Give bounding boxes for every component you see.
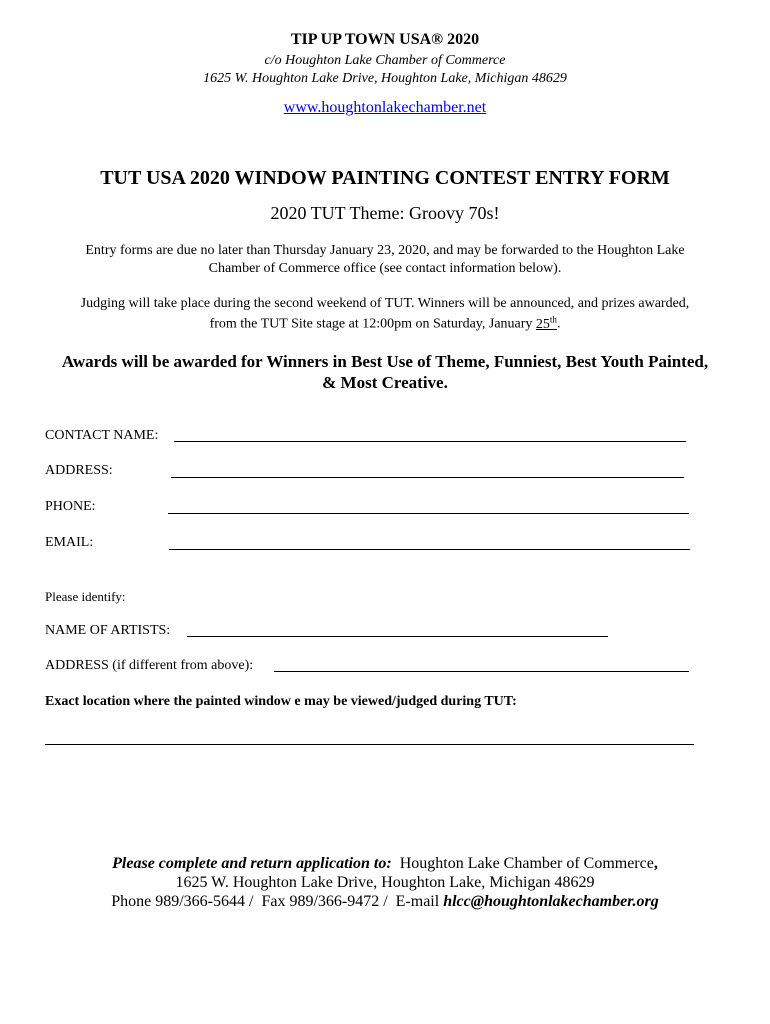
address-label: ADDRESS: [45, 463, 113, 478]
judging-line-2 [0, 314, 770, 333]
artists-field[interactable] [187, 636, 608, 637]
return-lead: Please complete and return application to: [112, 855, 392, 872]
location-label: Exact location where the painted window e may be viewed/judged during TUT: [45, 694, 517, 709]
chamber-address: 1625 W. Houghton Lake Drive, Houghton Lake, Michigan 48629 [203, 71, 567, 86]
return-phone-fax: Phone 989/366-5644 / Fax 989/366-9472 / E-mail [111, 893, 444, 910]
judging-line-2-end: . [556, 316, 561, 332]
due-date-line-2: Chamber of Commerce office (see contact information below). [208, 261, 562, 276]
artists-label: NAME OF ARTISTS: [45, 623, 171, 638]
address-field[interactable] [171, 477, 684, 478]
return-address: 1625 W. Houghton Lake Drive, Houghton Lake, Michigan 48629 [175, 874, 595, 891]
please-identify-label: Please identify: [45, 589, 126, 604]
return-org-comma: , [653, 855, 658, 872]
judging-day [535, 314, 557, 332]
location-field[interactable] [45, 744, 694, 745]
awards-line-1: Awards will be awarded for Winners in Best Use of Theme, Funniest, Best Youth Painted, [61, 352, 709, 371]
return-instructions [0, 855, 770, 873]
return-contact [0, 893, 770, 911]
judging-line-2-text: from the TUT Site stage at 12:00pm on Saturday, January [209, 316, 536, 332]
theme-line: 2020 TUT Theme: Groovy 70s! [270, 203, 500, 223]
alt-address-field[interactable] [274, 671, 689, 672]
judging-line-1: Judging will take place during the second weekend of TUT. Winners will be announced, and prizes awarded, [80, 296, 690, 311]
event-title: TIP UP TOWN USA® 2020 [290, 31, 480, 48]
return-email[interactable]: hlcc@houghtonlakechamber.org [443, 893, 659, 910]
form-heading: TUT USA 2020 WINDOW PAINTING CONTEST ENTRY FORM [100, 167, 670, 189]
return-org: Houghton Lake Chamber of Commerce [391, 855, 654, 872]
alt-address-label: ADDRESS (if different from above): [45, 658, 254, 673]
awards-line-2: & Most Creative. [322, 373, 448, 392]
website-link[interactable]: www.houghtonlakechamber.net [283, 99, 487, 116]
contact-name-label: CONTACT NAME: [45, 428, 159, 443]
phone-label: PHONE: [45, 499, 96, 514]
email-field[interactable] [169, 549, 690, 550]
phone-field[interactable] [168, 513, 689, 514]
email-label: EMAIL: [45, 535, 94, 550]
judging-day-number: 25 [535, 316, 550, 332]
judging-day-suffix: th [549, 314, 557, 324]
due-date-line-1: Entry forms are due no later than Thursday January 23, 2020, and may be forwarded to the Houghton Lake [85, 243, 685, 258]
care-of-line: c/o Houghton Lake Chamber of Commerce [264, 53, 506, 68]
contact-name-field[interactable] [174, 441, 686, 442]
